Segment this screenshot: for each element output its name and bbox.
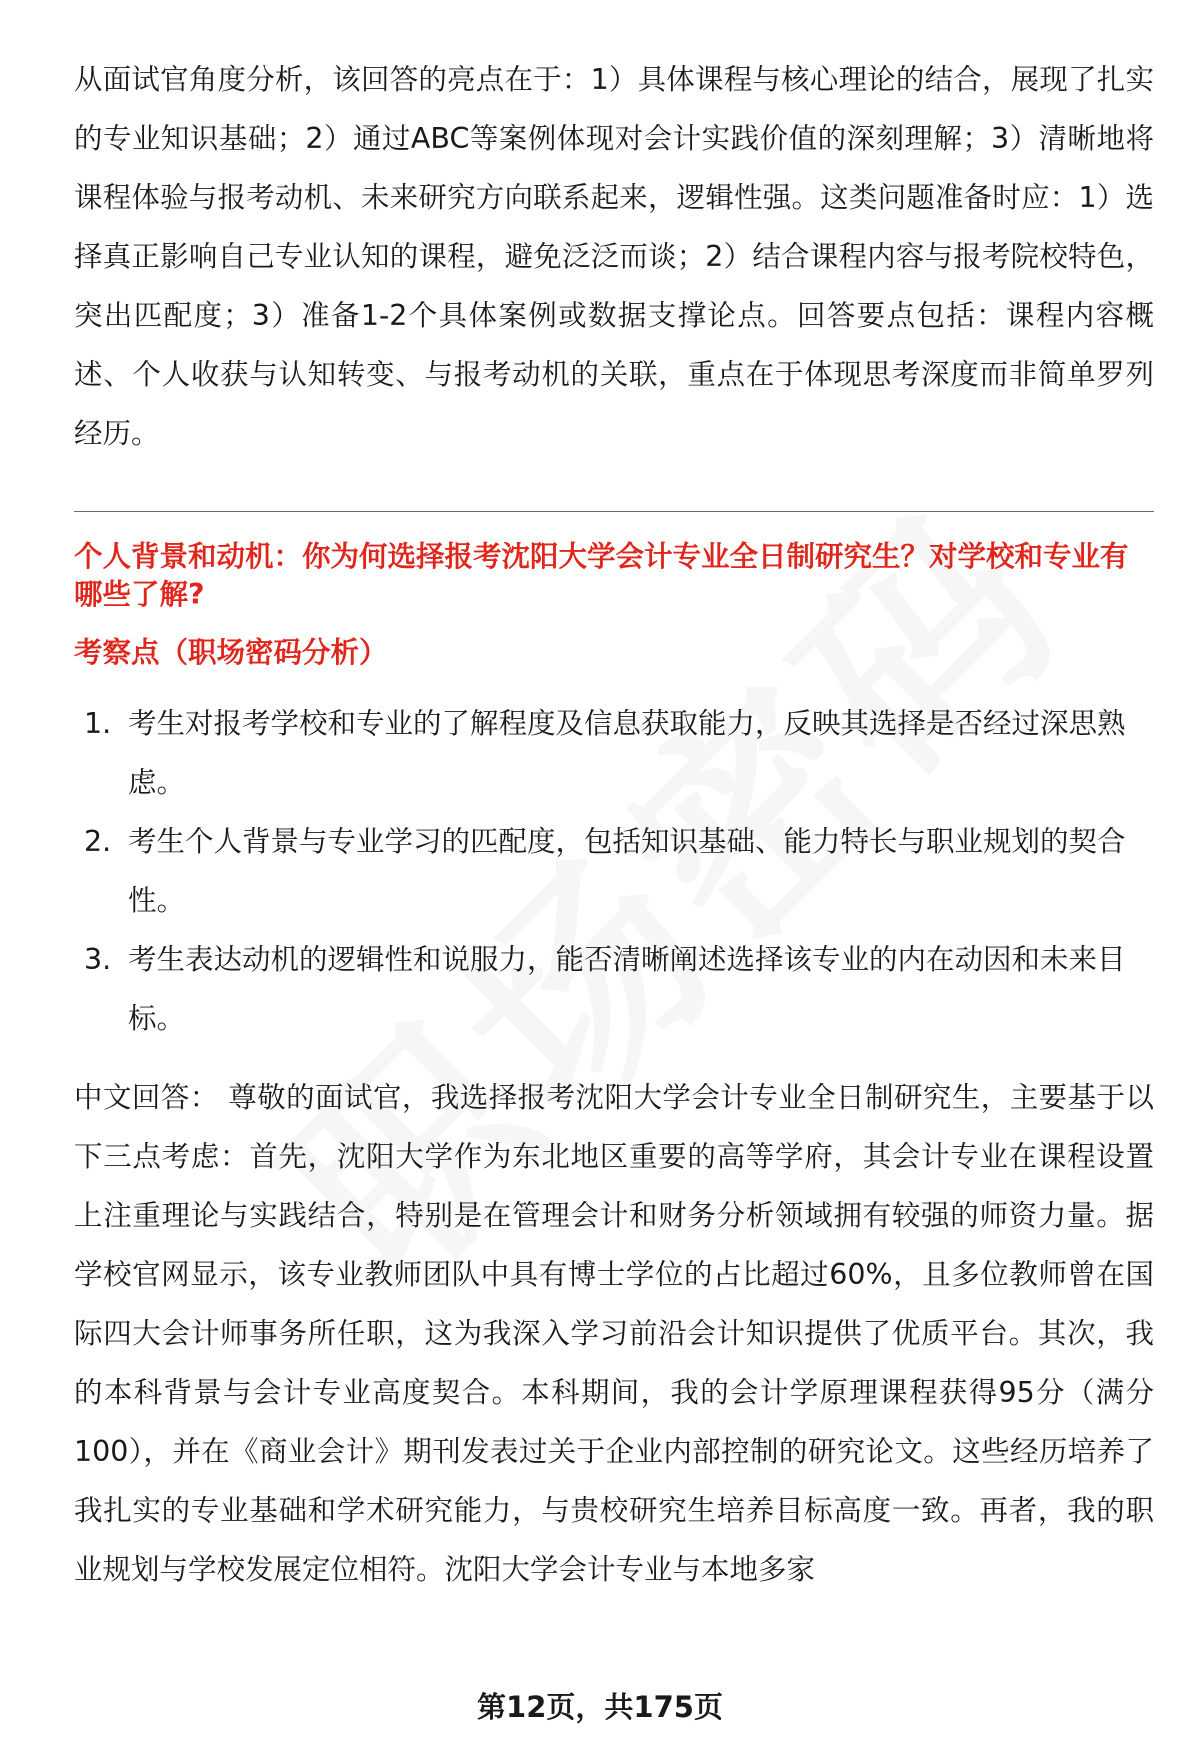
list-number: 2.: [84, 825, 112, 858]
page-number: 第12页，共175页: [477, 1690, 723, 1724]
points-list: [74, 694, 1154, 1048]
question-title: 个人背景和动机：你为何选择报考沈阳大学会计专业全日制研究生？对学校和专业有哪些了解?: [74, 540, 1129, 611]
list-item-text: 考生对报考学校和专业的了解程度及信息获取能力，反映其选择是否经过深思熟虑。: [128, 707, 1126, 799]
list-item: [74, 930, 1154, 1048]
list-item-text: 考生个人背景与专业学习的匹配度，包括知识基础、能力特长与职业规划的契合性。: [128, 825, 1126, 917]
document-page: [74, 50, 1154, 1599]
points-heading: 考察点（职场密码分析）: [74, 636, 388, 669]
answer-paragraph: 中文回答： 尊敬的面试官，我选择报考沈阳大学会计专业全日制研究生，主要基于以下三点考虑：首先，沈阳大学作为东北地区重要的高等学府，其会计专业在课程设置上注重理论与实践结合，特别是在管理会计和财务分析领域拥有较强的师资力量。据学校官网显示，该专业教师团队中具有博士学位的占比超过60%，且多位教师曾在国际四大会计师事务所任职，这为我深入学习前沿会计知识提供了优质平台。其次，我的本科背景与会计专业高度契合。本科期间，我的会计学原理课程获得95分（满分100），并在《商业会计》期刊发表过关于企业内部控制的研究论文。这些经历培养了我扎实的专业基础和学术研究能力，与贵校研究生培养目标高度一致。再者，我的职业规划与学校发展定位相符。沈阳大学会计专业与本地多家: [74, 1081, 1154, 1586]
list-item: [74, 694, 1154, 812]
list-number: 1.: [84, 707, 112, 740]
list-item: [74, 812, 1154, 930]
list-item-text: 考生表达动机的逻辑性和说服力，能否清晰阐述选择该专业的内在动因和未来目标。: [128, 943, 1126, 1035]
section-divider: [74, 511, 1154, 512]
list-number: 3.: [84, 943, 112, 976]
intro-paragraph: 从面试官角度分析，该回答的亮点在于：1）具体课程与核心理论的结合，展现了扎实的专业知识基础；2）通过ABC等案例体现对会计实践价值的深刻理解；3）清晰地将课程体验与报考动机、未来研究方向联系起来，逻辑性强。这类问题准备时应：1）选择真正影响自己专业认知的课程，避免泛泛而谈；2）结合课程内容与报考院校特色，突出匹配度；3）准备1-2个具体案例或数据支撑论点。回答要点包括：课程内容概述、个人收获与认知转变、与报考动机的关联，重点在于体现思考深度而非简单罗列经历。: [74, 63, 1154, 450]
